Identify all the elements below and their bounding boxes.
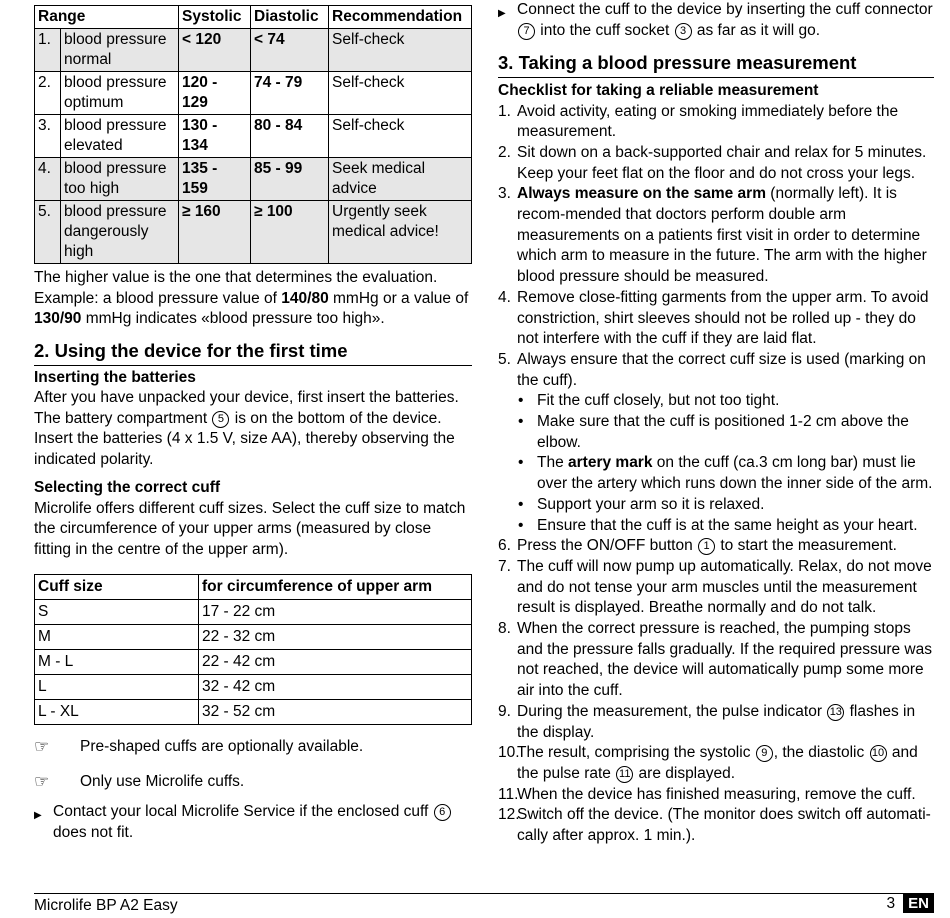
table-header-row [35,6,472,29]
step-text: When the device has finished measuring, remove the cuff. [517,785,916,803]
measurement-steps [498,102,934,392]
text-run: Press the ON/OFF button [517,537,698,555]
measurement-steps-cont [498,536,934,847]
text-run: Example: a blood pressure value of [34,289,282,307]
diastolic-cell: 85 - 99 [251,158,329,201]
row-number: 4. [35,158,61,201]
evaluation-text [34,268,472,330]
systolic-cell: ≥ 160 [179,201,251,264]
table-row [35,650,472,675]
text-run: are displayed. [634,765,736,782]
step-text: The cuff will now pump up automatically. Relax, do not move and do not tense your arm muscles until the measurement result is displayed. Breathe normally and do not talk. [517,557,932,617]
circumference-cell: 32 - 42 cm [199,675,472,700]
text-run: into the cuff socket [536,21,674,39]
text-run: The result, comprising the systolic [517,744,755,762]
evaluation-example-cont [34,309,472,330]
connect-cuff-item [498,0,934,41]
table-header: for circumference of upper arm [199,575,472,600]
cuff-connector-ref-icon: 7 [518,23,535,40]
table-row [35,72,472,115]
recommendation-cell: Self-check [329,29,472,72]
pulse-rate-ref-icon: 11 [616,766,633,783]
table-row [35,115,472,158]
table-row [35,158,472,201]
text-run: on the cuff (ca.3 cm long bar) must lie over the artery which runs down the inner side of the arm. [537,454,933,493]
step-text [517,743,934,784]
list-item [498,412,934,453]
text-run: (normally left). It is recom-mended that doctors perform double arm measurements on a patients first visit in order to determine which arm to measure in the future. The arm with the higher blood pressure should be measured. [517,185,927,286]
step-text: Sit down on a back-supported chair and relax for 5 minutes. Keep your feet flat on the floor and do not cross your legs. [517,143,927,182]
circumference-cell: 32 - 52 cm [199,700,472,725]
bold-text: Always measure on the same arm [517,185,766,203]
footer-page-info [887,894,934,913]
on-off-button-ref-icon: 1 [698,538,715,555]
cuff-paragraph: Microlife offers different cuff sizes. Select the cuff size to match the circumference of your upper arms (measured by close fitting in the centre of the upper arm). [34,499,466,558]
table-header: Systolic [179,6,251,29]
table-row [35,600,472,625]
cuff-size-cell: L [35,675,199,700]
connect-text [517,0,934,41]
diastolic-ref-icon: 10 [870,745,887,762]
row-number: 1. [35,29,61,72]
table-header: Range [35,6,179,29]
cuff-size-cell: S [35,600,199,625]
cuff-heading: Selecting the correct cuff [34,479,221,496]
list-item: 5. Always ensure that the correct cuff size is used (marking on the cuff). [498,350,934,391]
text-run: flashes in the display. [517,702,916,741]
note-microlife-cuffs [34,772,472,793]
battery-compartment-ref-icon: 5 [212,411,229,428]
bold-value: 130/90 [34,310,82,327]
text-run: mmHg or a value of [328,289,469,307]
note-preshaped [34,737,472,758]
right-column [498,0,934,847]
bullet-icon: • [518,516,524,534]
left-column [34,5,472,843]
circumference-cell: 22 - 42 cm [199,650,472,675]
diastolic-cell: ≥ 100 [251,201,329,264]
bullet-icon: • [518,413,524,431]
recommendation-cell: Urgently seek medical advice! [329,201,472,264]
step-text [517,702,934,743]
text-run: does not fit. [53,823,134,841]
text-run: Contact your local Microlife Service if the enclosed cuff [53,803,433,820]
cuff-fit-bullets [498,391,934,536]
note-text: Only use Microlife cuffs. [80,772,245,790]
evaluation-example [34,289,472,310]
list-item: 8. When the correct pressure is reached, the pumping stops and the pressure falls gradually. If the required pressure was not reached, the device will automatically pump some more air into the cuff. [498,619,934,702]
bold-text: artery mark [568,454,653,472]
footer-product-name: Microlife BP A2 Easy [34,897,178,914]
pointing-hand-icon: ☞ [34,737,50,756]
step-text: Avoid activity, eating or smoking immediately before the measurement. [517,102,899,141]
contact-service-item [34,802,472,843]
recommendation-cell: Self-check [329,72,472,115]
footer-divider [34,893,934,894]
bullet-icon: • [518,454,524,472]
bold-value: 140/80 [281,289,329,307]
text-run: , the diastolic [773,744,869,762]
cuff-size-cell: L - XL [35,700,199,725]
range-cell: blood pressure dangerously high [61,201,179,264]
language-badge: EN [903,894,934,913]
text-run: During the measurement, the pulse indicator [517,702,827,720]
step-text [517,184,934,288]
batteries-paragraph [34,388,472,470]
step-text: Remove close-fitting garments from the upper arm. To avoid constriction, shirt sleeves should not be rolled up - they do not interfere with the cuff if they are laid flat. [517,288,929,348]
list-item: 12. Switch off the device. (The monitor does switch off automati-cally after approx. 1 min.). [498,805,934,846]
section-2-heading: 2. Using the device for the first time [34,339,472,366]
circumference-cell: 22 - 32 cm [199,625,472,650]
cuff-size-table [34,574,472,725]
table-header-row [35,575,472,600]
text-run: and the pulse rate [517,744,918,782]
pulse-indicator-ref-icon: 13 [827,704,844,721]
systolic-cell: 135 - 159 [179,158,251,201]
text-run: mmHg indicates «blood pressure too high». [81,310,385,327]
evaluation-line: The higher value is the one that determines the evaluation. [34,269,438,286]
bullet-text: Support your arm so it is relaxed. [537,495,765,513]
recommendation-cell: Self-check [329,115,472,158]
text-run: to start the measurement. [716,537,897,555]
list-item: 11. When the device has finished measuring, remove the cuff. [498,785,934,806]
list-item: 7. The cuff will now pump up automatically. Relax, do not move and do not tense your arm muscles until the measurement result is displayed. Breathe normally and do not talk. [498,557,934,619]
diastolic-cell: < 74 [251,29,329,72]
batteries-heading: Inserting the batteries [34,368,196,386]
list-item: 2. Sit down on a back-supported chair and relax for 5 minutes. Keep your feet flat on the floor and do not cross your legs. [498,143,934,184]
cuff-size-cell: M [35,625,199,650]
circumference-cell: 17 - 22 cm [199,600,472,625]
bullet-text: Fit the cuff closely, but not too tight. [537,392,780,410]
table-header: Cuff size [35,575,199,600]
text-run: Connect the cuff to the device by inserting the cuff connector [517,1,933,18]
list-item [498,516,934,537]
text-run: as far as it will go. [692,21,821,39]
cuff-socket-ref-icon: 3 [675,23,692,40]
contact-text [53,802,472,843]
cuff-size-cell: M - L [35,650,199,675]
systolic-cell: 130 - 134 [179,115,251,158]
row-number: 5. [35,201,61,264]
note-text: Pre-shaped cuffs are optionally available. [80,738,364,755]
table-header: Diastolic [251,6,329,29]
page-number: 3 [886,894,896,912]
step-text: Always ensure that the correct cuff size is used (marking on the cuff). [517,350,926,389]
triangle-bullet-icon: ▶ [34,810,42,821]
row-number: 3. [35,115,61,158]
bullet-icon: • [518,495,524,513]
text-run: The [537,454,569,472]
bullet-text [537,453,934,494]
range-cell: blood pressure optimum [61,72,179,115]
triangle-bullet-icon: ▶ [498,8,506,19]
bullet-icon: • [518,392,524,410]
range-cell: blood pressure elevated [61,115,179,158]
step-text: Switch off the device. (The monitor does switch off automati-cally after approx. 1 min.). [517,806,931,845]
bullet-text: Ensure that the cuff is at the same height as your heart. [537,516,918,534]
bullet-text: Make sure that the cuff is positioned 1-2 cm above the elbow. [537,413,909,451]
row-number: 2. [35,72,61,115]
systolic-ref-icon: 9 [756,745,773,762]
systolic-cell: < 120 [179,29,251,72]
checklist-heading: Checklist for taking a reliable measurement [498,82,819,99]
table-header: Recommendation [329,6,472,29]
list-item: 9. During the measurement, the pulse indicator 13 flashes in the display. [498,702,934,743]
table-row [35,675,472,700]
list-item [498,391,934,412]
text-run: is on the bottom of the device. Insert the batteries (4 x 1.5 V, size AA), thereby observing the indicated polarity. [34,409,455,468]
diastolic-cell: 74 - 79 [251,72,329,115]
text-run: After you have unpacked your device, first insert the batteries. The battery compartment [34,389,459,427]
list-item: 10. The result, comprising the systolic 9 , the diastolic 10 and the pulse rate 11 are displayed. [498,743,934,784]
range-cell: blood pressure normal [61,29,179,72]
table-row [35,29,472,72]
blood-pressure-ranges-table [34,5,472,264]
list-item: 4. Remove close-fitting garments from the upper arm. To avoid constriction, shirt sleeves should not be rolled up - they do not interfere with the cuff if they are laid flat. [498,288,934,350]
table-row [35,700,472,725]
diastolic-cell: 80 - 84 [251,115,329,158]
step-text [517,536,897,557]
cuff-ref-icon: 6 [434,804,451,821]
list-item: 3. Always measure on the same arm (normally left). It is recom-mended that doctors perform double arm measurements on a patients first visit in order to determine which arm to measure in the future. The arm with the higher blood pressure should be measured. [498,184,934,288]
list-item: 1. Avoid activity, eating or smoking immediately before the measurement. [498,102,934,143]
table-row [35,201,472,264]
step-text: When the correct pressure is reached, the pumping stops and the pressure falls gradually. If the required pressure was not reached, the device will automatically pump some more air into the cuff. [517,620,932,700]
recommendation-cell: Seek medical advice [329,158,472,201]
pointing-hand-icon: ☞ [34,771,50,791]
range-cell: blood pressure too high [61,158,179,201]
list-item: 6. Press the ON/OFF button 1 to start the measurement. [498,536,934,557]
systolic-cell: 120 - 129 [179,72,251,115]
list-item [498,453,934,494]
list-item [498,495,934,516]
section-3-heading: 3. Taking a blood pressure measurement [498,51,934,78]
table-row [35,625,472,650]
